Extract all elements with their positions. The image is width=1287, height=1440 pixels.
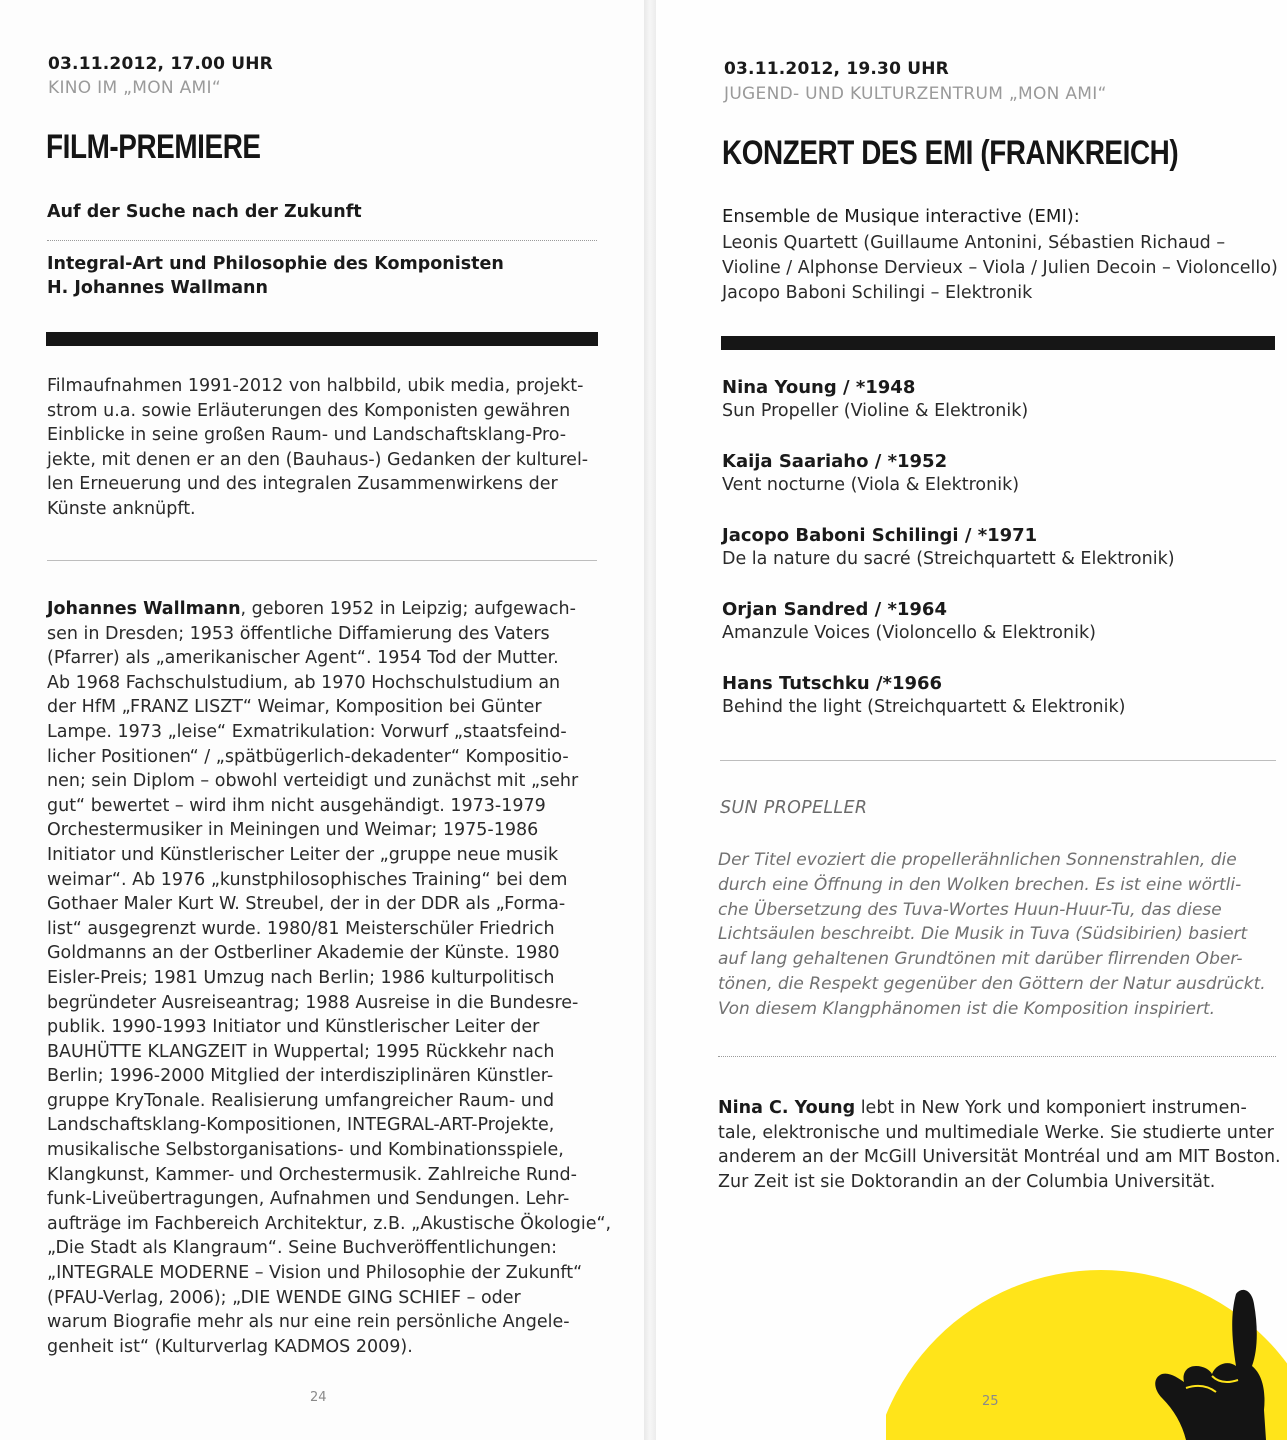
text-line: Ab 1968 Fachschulstudium, ab 1970 Hochschulstudium an bbox=[47, 672, 561, 693]
biography-first-line: lebt in New York und komponiert instrumen- bbox=[855, 1098, 1247, 1118]
text-line: funk-Liveübertragungen, Aufnahmen und Sendungen. Lehr- bbox=[47, 1189, 570, 1210]
page-number: 25 bbox=[982, 1394, 999, 1409]
text-line: der HfM „FRANZ LISZT“ Weimar, Komposition bei Günter bbox=[47, 697, 542, 718]
page-number: 24 bbox=[310, 1390, 327, 1405]
text-line: (Pfarrer) als „amerikanischer Agent“. 1954 Tod der Mutter. bbox=[47, 648, 559, 669]
text-line: warum Biografie mehr als nur eine rein persönliche Angele- bbox=[47, 1312, 570, 1333]
text-line: weimar“. Ab 1976 „kunstphilosophisches Training“ bei dem bbox=[47, 869, 568, 890]
text-line: Der Titel evoziert die propellerähnlichen Sonnenstrahlen, die bbox=[718, 850, 1237, 870]
biography-paragraph bbox=[47, 597, 611, 1359]
program-piece-title: Vent nocturne (Viola & Elektronik) bbox=[722, 475, 1020, 495]
program-composer: Orjan Sandred / *1964 bbox=[722, 599, 947, 620]
event-venue: JUGEND- UND KULTURZENTRUM „MON AMI“ bbox=[724, 84, 1107, 104]
text-line: gruppe KryTonale. Realisierung umfangreicher Raum- und bbox=[47, 1090, 555, 1111]
text-line: publik. 1990-1993 Initiator und Künstlerischer Leiter der bbox=[47, 1017, 540, 1038]
program-piece-title: De la nature du sacré (Streichquartett & Elektronik) bbox=[722, 549, 1175, 569]
text-line: jekte, mit denen er an den (Bauhaus-) Gedanken der kulturel- bbox=[47, 449, 589, 470]
text-line: genheit ist“ (Kulturverlag KADMOS 2009). bbox=[47, 1336, 413, 1357]
text-line: aufträge im Fachbereich Architektur, z.B. „Akustische Ökologie“, bbox=[47, 1213, 612, 1234]
event-venue: KINO IM „MON AMI“ bbox=[48, 78, 221, 98]
subtitle-line: H. Johannes Wallmann bbox=[47, 278, 268, 298]
program-item bbox=[722, 599, 1175, 673]
text-line: tönen, die Respekt gegenüber den Göttern der Natur ausdrückt. bbox=[718, 973, 1266, 994]
program-piece-title: Behind the light (Streichquartett & Elektronik) bbox=[722, 697, 1126, 717]
black-divider-bar bbox=[46, 332, 598, 346]
event-date: 03.11.2012, 17.00 UHR bbox=[48, 54, 273, 74]
text-line: begründeter Ausreiseantrag; 1988 Ausreise in die Bundesre- bbox=[47, 992, 579, 1013]
text-line: BAUHÜTTE KLANGZEIT in Wuppertal; 1995 Rückkehr nach bbox=[47, 1041, 555, 1062]
program-item bbox=[722, 451, 1175, 525]
text-line: „INTEGRALE MODERNE – Vision und Philosophie der Zukunft“ bbox=[47, 1263, 583, 1284]
event-headline: KONZERT DES EMI (FRANKREICH) bbox=[722, 134, 1179, 172]
solid-divider bbox=[720, 760, 1276, 761]
program-item bbox=[722, 673, 1175, 747]
text-line: che Übersetzung des Tuva-Wortes Huun-Huur-Tu, das diese bbox=[718, 899, 1222, 920]
program-piece-title: Amanzule Voices (Violoncello & Elektronik) bbox=[722, 623, 1096, 643]
dotted-divider bbox=[47, 240, 597, 241]
text-line: (PFAU-Verlag, 2006); „DIE WENDE GING SCHIEF – oder bbox=[47, 1287, 521, 1308]
ensemble-members bbox=[722, 231, 1278, 306]
text-line: sen in Dresden; 1953 öffentliche Diffamierung des Vaters bbox=[47, 623, 550, 644]
text-line: Zur Zeit ist sie Doktorandin an der Columbia Universität. bbox=[718, 1171, 1216, 1192]
program-composer: Hans Tutschku /*1966 bbox=[722, 673, 943, 694]
text-line: Klangkunst, Kammer- und Orchestermusik. Zahlreiche Rund- bbox=[47, 1164, 577, 1185]
solid-divider bbox=[47, 560, 597, 561]
biography-name: Nina C. Young bbox=[718, 1098, 856, 1118]
event-subtitle-secondary bbox=[47, 252, 504, 300]
text-line: musikalische Selbstorganisations- und Kombinationsspiele, bbox=[47, 1140, 564, 1161]
text-line: strom u.a. sowie Erläuterungen des Komponisten gewähren bbox=[47, 400, 571, 421]
text-line: Leonis Quartett (Guillaume Antonini, Sébastien Richaud – bbox=[722, 233, 1226, 253]
book-gutter bbox=[644, 0, 656, 1440]
program-list bbox=[722, 377, 1175, 747]
text-line: list“ ausgegrenzt wurde. 1980/81 Meisterschüler Friedrich bbox=[47, 918, 555, 939]
text-line: len Erneuerung und des integralen Zusammenwirkens der bbox=[47, 474, 558, 495]
intro-paragraph bbox=[47, 374, 588, 522]
text-line: Eisler-Preis; 1981 Umzug nach Berlin; 1986 kulturpolitisch bbox=[47, 967, 555, 988]
event-headline: FILM-PREMIERE bbox=[46, 128, 261, 166]
event-date: 03.11.2012, 19.30 UHR bbox=[724, 59, 949, 79]
text-line: „Die Stadt als Klangraum“. Seine Buchveröffentlichungen: bbox=[47, 1238, 557, 1259]
text-line: licher Positionen“ / „spätbügerlich-dekadenter“ Kompositio- bbox=[47, 746, 569, 767]
ensemble-title: Ensemble de Musique interactive (EMI): bbox=[722, 206, 1080, 227]
text-line: Violine / Alphonse Dervieux – Viola / Julien Decoin – Violoncello) bbox=[722, 258, 1278, 278]
program-composer: Nina Young / *1948 bbox=[722, 377, 916, 398]
biography-name: Johannes Wallmann bbox=[47, 599, 241, 619]
text-line: Lampe. 1973 „leise“ Exmatrikulation: Vorwurf „staatsfeind- bbox=[47, 721, 567, 742]
event-subtitle: Auf der Suche nach der Zukunft bbox=[47, 202, 362, 222]
text-line: gut“ bewertet – wird ihm nicht ausgehändigt. 1973-1979 bbox=[47, 795, 546, 816]
program-item bbox=[722, 377, 1175, 451]
text-line: Initiator und Künstlerischer Leiter der „gruppe neue musik bbox=[47, 844, 559, 865]
text-line: nen; sein Diplom – obwohl verteidigt und zunächst mit „sehr bbox=[47, 771, 579, 792]
text-line: Orchestermusiker in Meiningen und Weimar; 1975-1986 bbox=[47, 820, 539, 841]
text-line: Landschaftsklang-Kompositionen, INTEGRAL-ART-Projekte, bbox=[47, 1115, 555, 1136]
text-line: Lichtsäulen beschreibt. Die Musik in Tuva (Südsibirien) basiert bbox=[718, 924, 1248, 945]
text-line bbox=[47, 597, 611, 622]
text-line: Filmaufnahmen 1991-2012 von halbbild, ubik media, projekt- bbox=[47, 376, 584, 396]
text-line: Einblicke in seine großen Raum- und Landschaftsklang-Pro- bbox=[47, 425, 567, 446]
text-line: Gothaer Maler Kurt W. Streubel, der in der DDR als „Forma- bbox=[47, 894, 566, 915]
program-composer: Kaija Saariaho / *1952 bbox=[722, 451, 948, 472]
text-line: anderem an der McGill Universität Montréal und am MIT Boston. bbox=[718, 1147, 1281, 1168]
program-composer: Jacopo Baboni Schilingi / *1971 bbox=[722, 525, 1038, 546]
right-page bbox=[656, 0, 1287, 1440]
text-line: Berlin; 1996-2000 Mitglied der interdisziplinären Künstler- bbox=[47, 1066, 554, 1087]
sun-illustration bbox=[886, 1270, 1287, 1440]
text-line: Von diesem Klangphänomen ist die Komposition inspiriert. bbox=[718, 998, 1216, 1019]
text-line: tale, elektronische und multimediale Werke. Sie studierte unter bbox=[718, 1122, 1274, 1143]
program-item bbox=[722, 525, 1175, 599]
text-line: Künste anknüpft. bbox=[47, 498, 196, 519]
program-note-text bbox=[718, 848, 1266, 1022]
dotted-divider bbox=[718, 1056, 1276, 1057]
text-line: auf lang gehaltenen Grundtönen mit darüber flirrenden Ober- bbox=[718, 949, 1243, 970]
text-line bbox=[718, 1096, 1281, 1121]
subtitle-line: Integral-Art und Philosophie des Komponisten bbox=[47, 254, 504, 274]
composer-biography bbox=[718, 1096, 1281, 1194]
text-line: Goldmanns an der Ostberliner Akademie der Künste. 1980 bbox=[47, 943, 560, 964]
text-line: durch eine Öffnung in den Wolken brechen. Es ist eine wörtli- bbox=[718, 874, 1242, 895]
program-note-title: SUN PROPELLER bbox=[720, 798, 868, 818]
black-divider-bar bbox=[721, 336, 1275, 350]
text-line: Jacopo Baboni Schilingi – Elektronik bbox=[722, 283, 1033, 303]
program-piece-title: Sun Propeller (Violine & Elektronik) bbox=[722, 401, 1029, 421]
biography-first-line: , geboren 1952 in Leipzig; aufgewach- bbox=[240, 599, 576, 619]
